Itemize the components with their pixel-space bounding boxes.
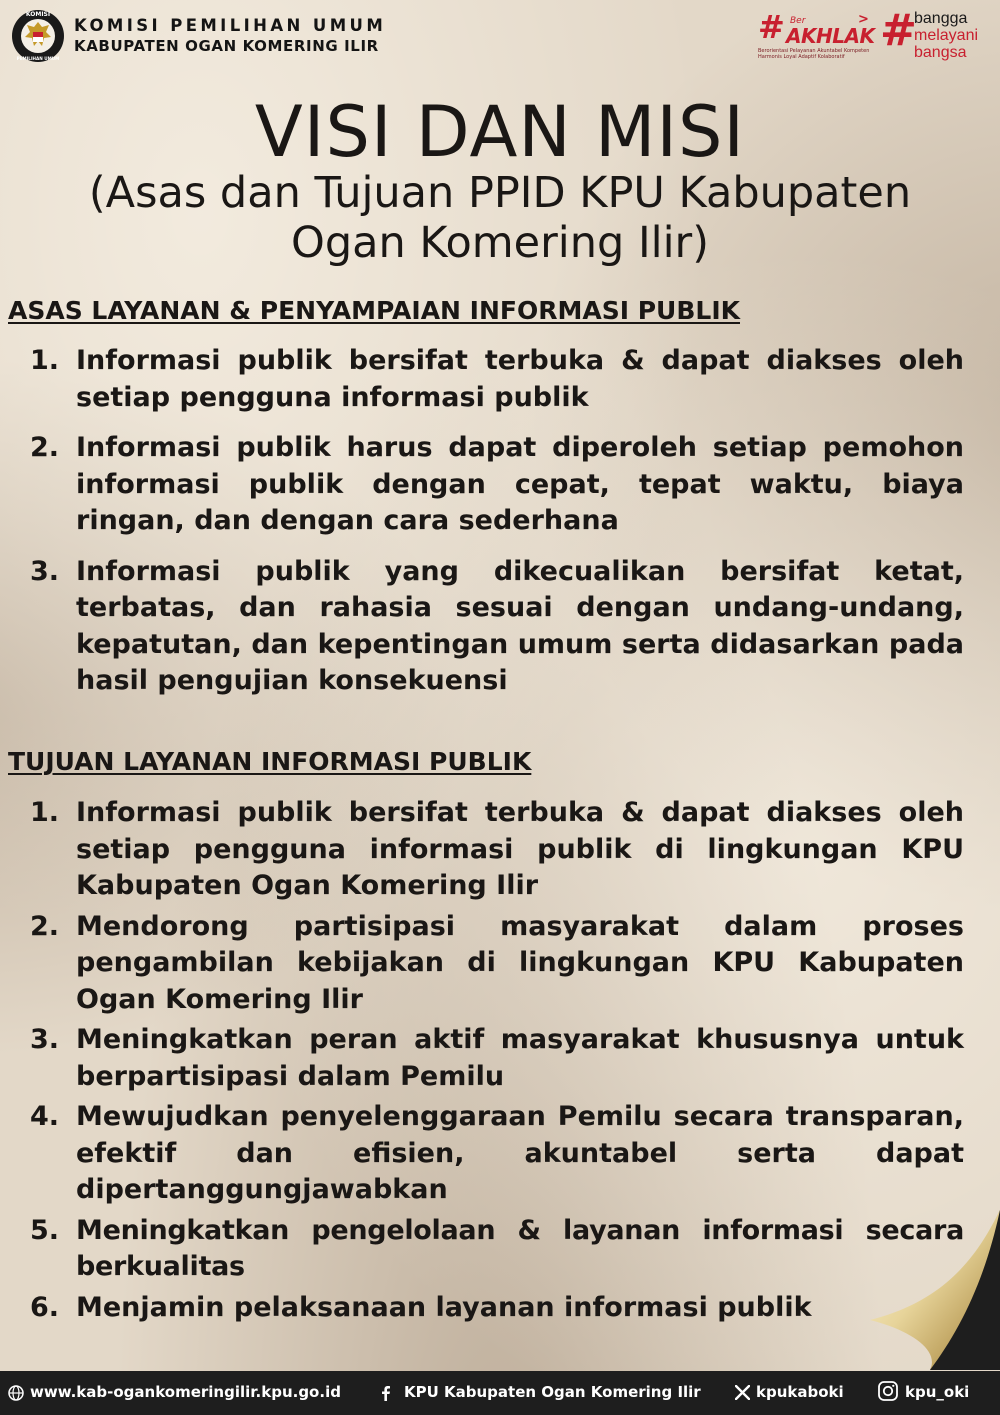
item-text: Menjamin pelaksanaan layanan informasi publik xyxy=(76,1291,812,1323)
item-text: Mewujudkan penyelenggaraan Pemilu secara transparan, efektif dan efisien, akuntabel serta dapat dipertanggungjawabkan xyxy=(76,1101,964,1205)
org-line-2: KABUPATEN OGAN KOMERING ILIR xyxy=(74,37,379,55)
item-number: 3. xyxy=(30,555,60,587)
item-text: Mendorong partisipasi masyarakat dalam proses pengambilan kebijakan di lingkungan KPU Kabupaten Ogan Komering Ilir xyxy=(76,910,964,1015)
facebook-text: KPU Kabupaten Ogan Komering Ilir xyxy=(404,1383,701,1401)
item-number: 2. xyxy=(30,910,60,942)
asas-heading: ASAS LAYANAN & PENYAMPAIAN INFORMASI PUBLIK xyxy=(8,296,740,325)
list-item xyxy=(0,909,1000,1019)
akhlak-ber: Ber xyxy=(790,16,806,26)
item-number: 1. xyxy=(30,797,60,828)
list-item xyxy=(0,343,1000,416)
akhlak-logo xyxy=(758,8,878,60)
list-item xyxy=(0,1290,1000,1327)
item-number: 2. xyxy=(30,432,60,463)
instagram-icon xyxy=(877,1380,899,1402)
footer-website[interactable] xyxy=(8,1383,341,1401)
footer-x[interactable] xyxy=(735,1383,844,1401)
org-line-1: KOMISI PEMILIHAN UMUM xyxy=(74,16,387,35)
page-curl-decoration xyxy=(870,1210,1000,1370)
bangga-line-2: melayani xyxy=(914,27,979,44)
item-text: Informasi publik yang dikecualikan bersifat ketat, terbatas, dan rahasia sesuai dengan undang-undang, kepatutan, dan kepentingan umum serta didasarkan pada hasil pengujian konsekuensi xyxy=(76,555,964,696)
globe-icon xyxy=(8,1385,24,1401)
organization-name xyxy=(74,16,386,55)
item-number: 1. xyxy=(30,345,60,376)
akhlak-tagline: Berorientasi Pelayanan Akuntabel Kompeten Harmonis Loyal Adaptif Kolaboratif xyxy=(758,48,870,60)
page-subtitle: (Asas dan Tujuan PPID KPU Kabupaten Ogan Komering Ilir) xyxy=(88,168,912,268)
instagram-text: kpu_oki xyxy=(905,1383,970,1401)
akhlak-word: AKHLAK xyxy=(786,24,875,48)
item-text: Informasi publik bersifat terbuka & dapat diakses oleh setiap pengguna informasi publik xyxy=(76,345,964,413)
hashtag-icon: # xyxy=(880,5,917,56)
list-item xyxy=(0,430,1000,540)
chevron-right-icon: > xyxy=(858,12,869,27)
logo-text-top: KOMISI xyxy=(25,11,51,18)
tujuan-heading: TUJUAN LAYANAN INFORMASI PUBLIK xyxy=(8,747,532,776)
asas-list xyxy=(0,343,1000,714)
facebook-icon xyxy=(380,1385,392,1401)
bangga-line-3: bangsa xyxy=(914,44,967,61)
bangga-melayani-logo xyxy=(880,5,995,65)
list-item xyxy=(0,1022,1000,1095)
logo-text-bottom: PEMILIHAN UMUM xyxy=(16,56,60,61)
footer xyxy=(0,1371,1000,1415)
list-item xyxy=(0,1099,1000,1209)
header xyxy=(0,0,1000,80)
x-twitter-icon xyxy=(735,1385,750,1400)
item-number: 4. xyxy=(30,1101,60,1132)
item-text: Meningkatkan peran aktif masyarakat khususnya untuk berpartisipasi dalam Pemilu xyxy=(76,1024,964,1092)
item-text: Informasi publik bersifat terbuka & dapat diakses oleh setiap pengguna informasi publik di lingkungan KPU Kabupaten Ogan Komering Ilir xyxy=(76,797,964,901)
website-text: www.kab-ogankomeringilir.kpu.go.id xyxy=(30,1383,341,1401)
page-title: VISI DAN MISI xyxy=(254,91,746,173)
bangga-line-1: bangga xyxy=(914,10,968,27)
item-number: 5. xyxy=(30,1214,60,1246)
footer-facebook[interactable] xyxy=(380,1383,701,1401)
list-item xyxy=(0,1213,1000,1286)
hashtag-icon: # xyxy=(758,8,785,46)
list-item xyxy=(0,795,1000,905)
x-text: kpukaboki xyxy=(756,1383,844,1401)
footer-instagram[interactable] xyxy=(877,1383,969,1402)
item-number: 3. xyxy=(30,1024,60,1055)
kpu-logo-icon xyxy=(11,7,65,65)
tujuan-list xyxy=(0,795,1000,1330)
item-text: Meningkatkan pengelolaan & layanan informasi secara berkualitas xyxy=(76,1214,964,1282)
list-item xyxy=(0,554,1000,700)
item-text: Informasi publik harus dapat diperoleh setiap pemohon informasi publik dengan cepat, tepat waktu, biaya ringan, dan dengan cara sederhana xyxy=(76,432,964,536)
item-number: 6. xyxy=(30,1291,60,1323)
